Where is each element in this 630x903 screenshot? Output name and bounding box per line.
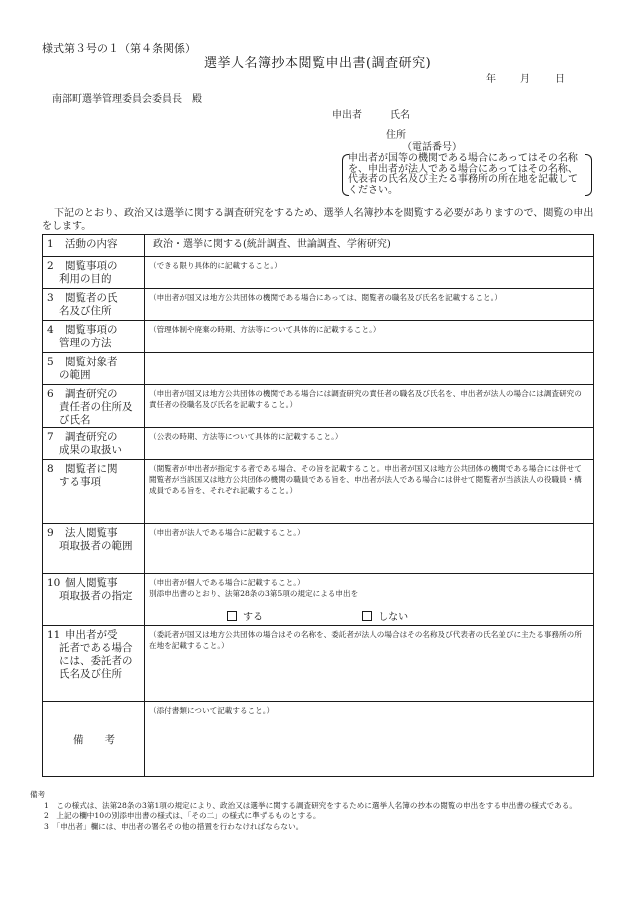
row-label: 1 活動の内容 — [43, 235, 145, 257]
date-month-label: 月 — [520, 74, 530, 85]
applicant-address-label: 住所 — [386, 130, 406, 141]
remarks-heading: 備考 — [30, 790, 46, 799]
responsible-field[interactable]: （申出者が国又は地方公共団体の機関である場合には調査研究の責任者の職名及び氏名を、申出者が法人の場合には調査研究の責任者の役職名及び氏名を記載すること。） — [145, 385, 594, 428]
row-label: 備 考 — [43, 702, 145, 777]
notice-bracket-right — [585, 154, 592, 196]
form-row-activity — [43, 235, 594, 257]
row-label: 9 法人閲覧事 項取扱者の範囲 — [43, 524, 145, 574]
option-not-apply[interactable]: しない — [362, 611, 408, 623]
results-field[interactable]: （公表の時期、方法等について具体的に記載すること。） — [145, 428, 594, 460]
form-row-consignor — [43, 626, 594, 702]
applicant-notice-text: 申出者が国等の機関である場合にあってはその名称を、申出者が法人である場合にあってはその名称、代表者の氏名及び主たる事務所の所在地を記載してください。 — [348, 153, 578, 196]
form-row-purpose — [43, 257, 594, 289]
remarks — [30, 790, 600, 832]
viewer-details-field[interactable]: （閲覧者が申出者が指定する者である場合、その旨を記載すること。申出者が国又は地方公共団体の機関である場合には併せて閲覧者が当該国又は地方公共団体の機関の職員である旨を、申出者が法人である場合には併せて閲覧者が当該法人の役職員・構成員である旨を、それぞれ記載すること。） — [145, 460, 594, 524]
option-apply[interactable]: する — [227, 611, 263, 623]
checkbox-apply[interactable] — [227, 611, 237, 621]
activity-content-field[interactable]: 政治・選挙に関する(統計調査、世論調査、学術研究) — [145, 235, 594, 257]
row-label: 3 閲覧者の氏 名及び住所 — [43, 289, 145, 321]
addressee: 南部町選挙管理委員会委員長 殿 — [52, 94, 202, 105]
applicant-name-label: 氏名 — [390, 110, 410, 121]
row-label: 4 閲覧事項の 管理の方法 — [43, 321, 145, 353]
row-label: 7 調査研究の 成果の取扱い — [43, 428, 145, 460]
row-label: 10 個人閲覧事 項取扱者の指定 — [43, 574, 145, 626]
row-label: 2 閲覧事項の 利用の目的 — [43, 257, 145, 289]
individual-handlers-field — [145, 574, 594, 626]
notice-bracket-left — [342, 154, 349, 196]
applicant-phone-label: （電話番号） — [402, 142, 462, 153]
form-row-viewer-details — [43, 460, 594, 524]
remarks-item: 3 「申出者」欄には、申出者の署名その他の措置を行わなければならない。 — [44, 821, 304, 831]
viewer-field[interactable]: （申出者が国又は地方公共団体の機関である場合にあっては、閲覧者の職名及び氏名を記載すること。） — [145, 289, 594, 321]
application-form-table — [42, 234, 594, 777]
date-day-label: 日 — [555, 74, 565, 85]
remarks-item: 2 上記の欄中10の別添申出書の様式は、「その二」の様式に準ずるものとする。 — [44, 811, 321, 820]
option-row — [149, 611, 589, 623]
scope-field[interactable] — [145, 353, 594, 385]
row-label: 11 申出者が受 託者である場合には、委託者の氏名及び住所 — [43, 626, 145, 702]
individual-handlers-sub: 別添申出書のとおり、法第28条の3第5項の規定による申出を — [149, 589, 359, 598]
row-label: 5 閲覧対象者 の範囲 — [43, 353, 145, 385]
consignor-field[interactable]: （委託者が国又は地方公共団体の場合はその名称を、委託者が法人の場合はその名称及び代表者の氏名並びに主たる事務所の所在地を記載すること。） — [145, 626, 594, 702]
corporate-handlers-field[interactable]: （申出者が法人である場合に記載すること。） — [145, 524, 594, 574]
row-label: 8 閲覧者に関 する事項 — [43, 460, 145, 524]
form-row-remarks — [43, 702, 594, 777]
form-row-corporate-handlers — [43, 524, 594, 574]
form-row-viewer — [43, 289, 594, 321]
applicant-notice — [348, 154, 586, 196]
remarks-item: 1 この様式は、法第28条の3第1項の規定により、政治又は選挙に関する調査研究をするために選挙人名簿の抄本の閲覧の申出をする申出書の様式である。 — [44, 800, 577, 810]
form-row-responsible — [43, 385, 594, 428]
form-row-results — [43, 428, 594, 460]
remarks-field[interactable]: （添付書類について記載すること。） — [145, 702, 594, 777]
purpose-field[interactable]: （できる限り具体的に記載すること。） — [145, 257, 594, 289]
individual-handlers-note: （申出者が個人である場合に記載すること。） — [149, 578, 305, 587]
row-label: 6 調査研究の 責任者の住所及び氏名 — [43, 385, 145, 428]
page-title: 選挙人名簿抄本閲覧申出書(調査研究) — [204, 56, 432, 71]
checkbox-not-apply[interactable] — [362, 611, 372, 621]
form-number: 様式第３号の１（第４条関係） — [42, 42, 196, 55]
form-row-management — [43, 321, 594, 353]
form-row-scope — [43, 353, 594, 385]
applicant-label: 申出者 — [332, 110, 362, 121]
management-field[interactable]: （管理体制や廃棄の時期、方法等について具体的に記載すること。） — [145, 321, 594, 353]
form-row-individual-handlers — [43, 574, 594, 626]
preamble: 下記のとおり、政治又は選挙に関する調査研究をするため、選挙人名簿抄本を閲覧する必要がありますので、閲覧の申出をします。 — [42, 208, 594, 232]
date-year-label: 年 — [486, 74, 496, 85]
